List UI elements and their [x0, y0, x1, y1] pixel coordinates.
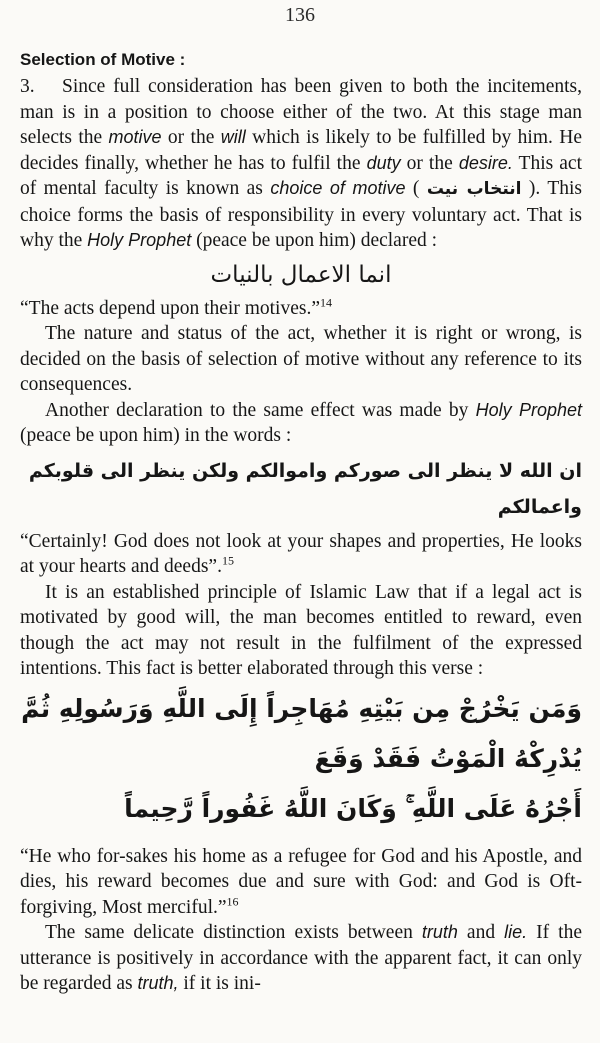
text-run: Since full consideration has been given to both the incitements, man is in a position to choose either of the two. At this stage man selects the	[20, 76, 582, 148]
text-run: and	[457, 922, 505, 943]
italic-term: desire.	[458, 152, 513, 173]
text-run: (	[405, 178, 427, 199]
footnote-ref: 15	[221, 553, 234, 568]
paragraph-1	[20, 74, 582, 254]
quote-1	[20, 296, 582, 322]
italic-term: duty	[366, 152, 401, 173]
italic-term: truth,	[137, 973, 179, 993]
arabic-hadith-1: انما الاعمال بالنيات	[210, 261, 392, 288]
italic-term: Holy Prophet	[475, 399, 582, 420]
text-run: ). This choice forms the basis of responsibility in every voluntary act. That is why the	[20, 178, 582, 251]
paragraph-number: 3.	[20, 76, 35, 97]
italic-term: motive	[108, 127, 162, 147]
italic-term: lie.	[504, 922, 528, 942]
text-run: or the	[400, 152, 459, 174]
paragraph-3	[20, 398, 582, 449]
footnote-ref: 16	[226, 894, 239, 908]
italic-term: will	[220, 127, 246, 147]
text-run: or the	[161, 127, 221, 148]
italic-term: choice of motive	[270, 178, 406, 198]
quran-verse	[20, 684, 582, 834]
quote-text: “He who for-sakes his home as a refugee for God and his Apostle, and dies, his reward becomes due and sure with God: and God is Oft-forgiving, Most merciful.”	[20, 845, 582, 918]
text-run: (peace be upon him) declared :	[191, 230, 438, 251]
quote-text: “Certainly! God does not look at your shapes and properties, He looks at your hearts and deeds”.	[20, 530, 582, 577]
paragraph-4: It is an established principle of Islamic Law that if a legal act is motivated by good will, the man becomes entitled to reward, even though the act may not result in the fulfilment of the expressed intentions. This fact is better elaborated through this verse :	[20, 581, 582, 679]
text-run: if it is ini-	[178, 973, 261, 994]
quote-text: “The acts depend upon their motives.”	[20, 297, 320, 319]
text-run: which is likely to be fulfilled by him. He decides finally, whether he has to fulfil the	[20, 127, 582, 174]
quote-2	[20, 529, 582, 580]
paragraph-2: The nature and status of the act, whether it is right or wrong, is decided on the basis of selection of motive without any reference to its consequences.	[20, 323, 582, 395]
arabic-term: انتخاب نیت	[426, 179, 522, 199]
text-run: If the utterance is positively in accordance with the apparent fact, it can only be regarded as	[20, 922, 583, 994]
text-run: (peace be upon him) in the words :	[20, 425, 292, 446]
page-body	[20, 46, 582, 997]
verse-line-2: أَجْرُهُ عَلَى اللَّهِ ۚ وَكَانَ اللَّهُ غَفُوراً رَّحِيماً	[124, 793, 582, 823]
text-run: This act of mental faculty is known as	[20, 152, 582, 199]
verse-line-1: وَمَن يَخْرُجْ مِن بَيْتِهِ مُهَاجِراً إِلَى اللَّهِ وَرَسُولِهِ ثُمَّ يُدْرِكْهُ الْمَوْتُ فَقَدْ وَقَعَ	[21, 693, 582, 773]
italic-term: Holy Prophet	[87, 230, 192, 250]
text-run: The same delicate distinction exists between	[45, 922, 422, 943]
quote-3	[20, 844, 582, 921]
italic-term: truth	[421, 922, 458, 942]
footnote-ref: 14	[319, 295, 332, 309]
text-run: Another declaration to the same effect was made by	[45, 399, 476, 421]
paragraph-5	[20, 920, 582, 997]
page-number: 136	[285, 4, 315, 26]
arabic-hadith-2: ان الله لا ينظر الى صوركم واموالكم ولكن ينظر الى قلوبكم واعمالكم	[28, 459, 582, 518]
section-heading: Selection of Motive :	[20, 50, 186, 69]
